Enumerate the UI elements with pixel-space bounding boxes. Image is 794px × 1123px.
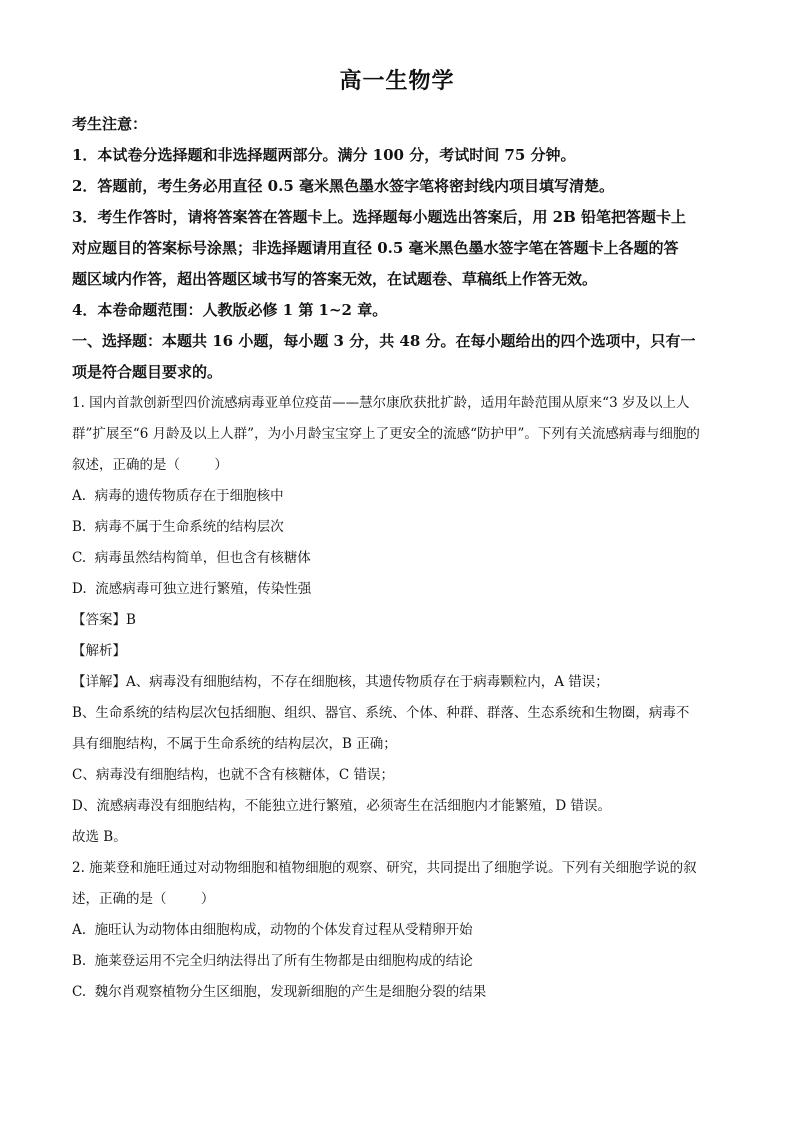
- question-1-detail: 【详解】A、病毒没有细胞结构，不存在细胞核，其遗传物质存在于病毒颗粒内，A 错误；: [72, 674, 609, 690]
- question-1-answer: 【答案】B: [72, 612, 136, 628]
- question-1-detail: C、病毒没有细胞结构，也就不含有核糖体，C 错误；: [72, 767, 394, 783]
- question-1-stem: 1. 国内首款创新型四价流感病毒亚单位疫苗——慧尔康欣获批扩龄，适用年龄范围从原来“3 岁及以上人: [72, 395, 690, 411]
- notice-item: 4．本卷命题范围：人教版必修 1 第 1~2 章。: [72, 301, 388, 319]
- question-1-stem: 群”扩展至“6 月龄及以上人群”，为小月龄宝宝穿上了更安全的流感“防护甲”。下列有关流感病毒与细胞的: [72, 426, 700, 442]
- section-heading: 项是符合题目要求的。: [72, 363, 223, 381]
- question-2-stem: 2. 施莱登和施旺通过对动物细胞和植物细胞的观察、研究，共同提出了细胞学说。下列有关细胞学说的叙: [72, 860, 697, 876]
- question-1-analysis-label: 【解析】: [72, 643, 126, 659]
- question-1-detail: D、流感病毒没有细胞结构，不能独立进行繁殖，必须寄生在活细胞内才能繁殖，D 错误。: [72, 798, 611, 814]
- question-2-option-a: A. 施旺认为动物体由细胞构成，动物的个体发育过程从受精卵开始: [72, 922, 473, 938]
- question-1-stem: 叙述，正确的是（ ）: [72, 457, 228, 473]
- notice-item: 题区域内作答，超出答题区域书写的答案无效，在试题卷、草稿纸上作答无效。: [72, 270, 598, 288]
- notice-item: 2．答题前，考生务必用直径 0.5 毫米黑色墨水签字笔将密封线内项目填写清楚。: [72, 177, 614, 195]
- question-2-stem: 述，正确的是（ ）: [72, 891, 215, 907]
- question-1-detail: 具有细胞结构，不属于生命系统的结构层次，B 正确；: [72, 736, 397, 752]
- question-1-detail: B、生命系统的结构层次包括细胞、组织、器官、系统、个体、种群、群落、生态系统和生物圈，病毒不: [72, 705, 690, 721]
- section-heading: 一、选择题：本题共 16 小题，每小题 3 分，共 48 分。在每小题给出的四个选项中，只有一: [72, 332, 696, 350]
- question-1-option-d: D. 流感病毒可独立进行繁殖，传染性强: [72, 581, 312, 597]
- notice-heading: 考生注意：: [72, 115, 148, 133]
- question-2-option-c: C. 魏尔肖观察植物分生区细胞，发现新细胞的产生是细胞分裂的结果: [72, 984, 487, 1000]
- page-title: 高一生物学: [339, 68, 455, 94]
- question-1-conclusion: 故选 B。: [72, 829, 127, 845]
- question-2-option-b: B. 施莱登运用不完全归纳法得出了所有生物都是由细胞构成的结论: [72, 953, 473, 969]
- notice-item: 3．考生作答时，请将答案答在答题卡上。选择题每小题选出答案后，用 2B 铅笔把答题卡上: [72, 208, 687, 226]
- notice-item: 对应题目的答案标号涂黑；非选择题请用直径 0.5 毫米黑色墨水签字笔在答题卡上各题的答: [72, 239, 679, 257]
- question-1-option-b: B. 病毒不属于生命系统的结构层次: [72, 519, 284, 535]
- question-1-option-c: C. 病毒虽然结构简单，但也含有核糖体: [72, 550, 311, 566]
- question-1-option-a: A. 病毒的遗传物质存在于细胞核中: [72, 488, 284, 504]
- notice-item: 1．本试卷分选择题和非选择题两部分。满分 100 分，考试时间 75 分钟。: [72, 146, 576, 164]
